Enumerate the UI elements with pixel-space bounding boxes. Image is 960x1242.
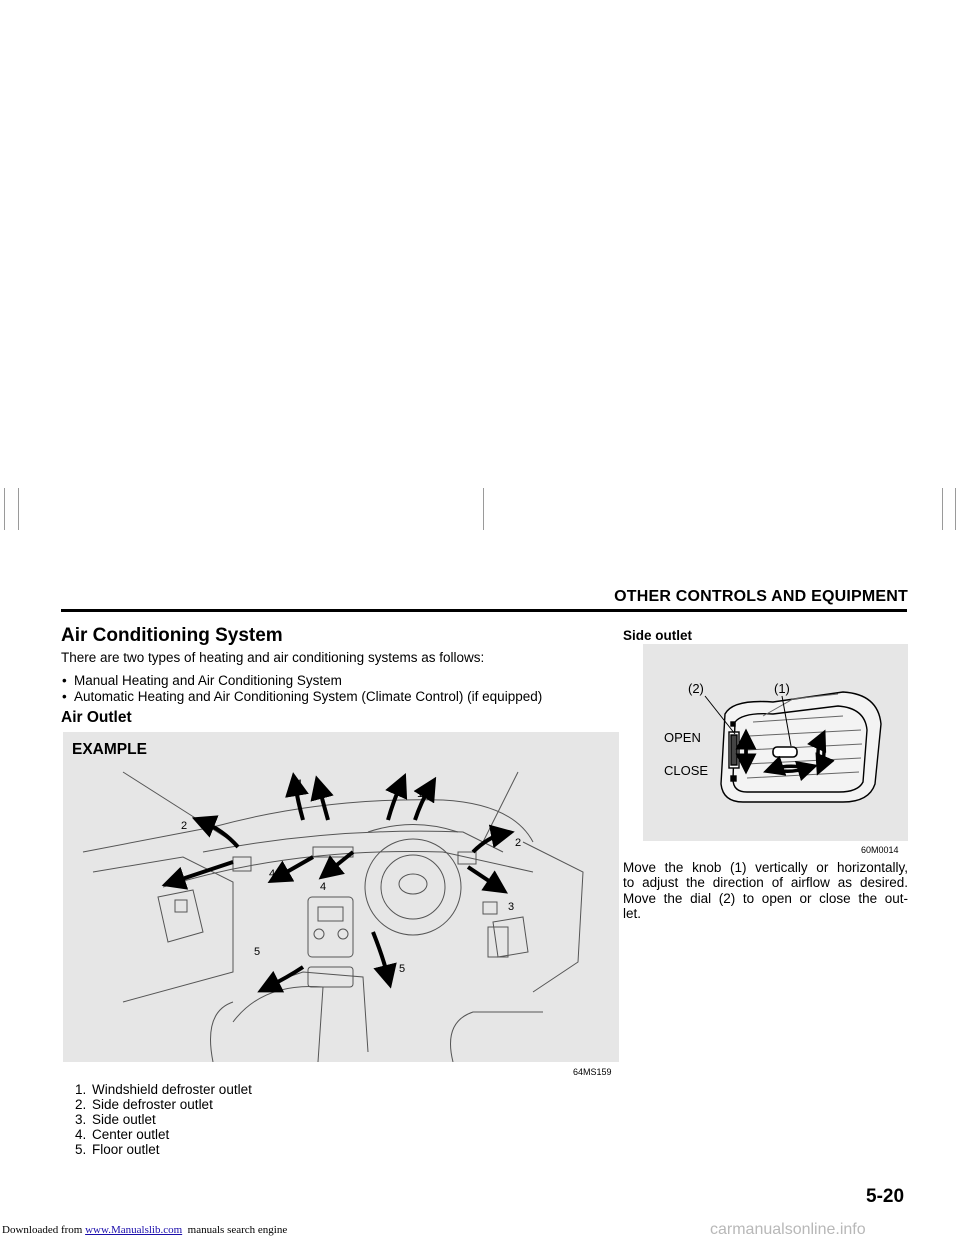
side-outlet-drawing xyxy=(643,644,908,841)
section-title: OTHER CONTROLS AND EQUIPMENT xyxy=(614,588,908,605)
label-open: OPEN xyxy=(664,730,701,745)
label-dial: (2) xyxy=(688,681,704,696)
legend-number: 3. xyxy=(75,1112,87,1127)
legend-number: 1. xyxy=(75,1082,87,1097)
manualslib-link[interactable]: www.Manualslib.com xyxy=(85,1224,183,1236)
list-item: • Manual Heating and Air Conditioning System xyxy=(74,673,542,689)
callout-3b: 3 xyxy=(508,901,515,913)
page-number: 5-20 xyxy=(866,1186,905,1207)
download-suffix: manuals search engine xyxy=(182,1224,288,1236)
figure-code: 60M0014 xyxy=(861,845,899,855)
legend-label: Floor outlet xyxy=(92,1142,160,1157)
list-item xyxy=(75,1112,252,1127)
callout-1b: 1 xyxy=(417,788,424,800)
legend-number: 5. xyxy=(75,1142,87,1157)
download-notice xyxy=(2,1224,287,1236)
legend-label: Center outlet xyxy=(92,1127,170,1142)
legend-label: Side outlet xyxy=(92,1112,156,1127)
crop-mark xyxy=(18,488,19,530)
callout-5a: 5 xyxy=(254,946,261,958)
page-title: Air Conditioning System xyxy=(61,625,283,646)
crop-mark xyxy=(4,488,5,530)
side-outlet-title: Side outlet xyxy=(623,628,693,643)
crop-mark xyxy=(483,488,484,530)
figure-tag: EXAMPLE xyxy=(72,741,147,758)
paragraph-line: Move the dial (2) to open or close the out- xyxy=(623,890,908,906)
side-outlet-description xyxy=(623,860,908,922)
watermark: carmanualsonline.info xyxy=(710,1221,866,1238)
callout-2a: 2 xyxy=(181,820,188,832)
crop-mark xyxy=(942,488,943,530)
figure-code: 64MS159 xyxy=(573,1067,612,1077)
callout-5b: 5 xyxy=(399,963,406,975)
list-item xyxy=(75,1142,252,1157)
paragraph-line: let. xyxy=(623,906,642,922)
legend-label: Side defroster outlet xyxy=(92,1097,213,1112)
air-outlet-illustration xyxy=(63,732,619,1062)
list-item: • Automatic Heating and Air Conditioning System (Climate Control) (if equipped) xyxy=(74,689,542,705)
callout-1a: 1 xyxy=(297,778,304,790)
legend-label: Windshield defroster outlet xyxy=(92,1082,252,1097)
side-outlet-illustration xyxy=(643,644,908,841)
list-item xyxy=(75,1127,252,1142)
subsection-title: Air Outlet xyxy=(61,709,132,726)
paragraph-line: Move the knob (1) vertically or horizontally, xyxy=(623,860,908,875)
legend-number: 2. xyxy=(75,1097,87,1112)
list-item xyxy=(75,1082,252,1097)
label-knob: (1) xyxy=(774,681,790,696)
download-prefix: Downloaded from xyxy=(2,1224,86,1236)
callout-4a: 4 xyxy=(269,868,276,880)
label-close: CLOSE xyxy=(664,763,709,778)
header-rule xyxy=(61,609,907,612)
callout-4b: 4 xyxy=(320,881,327,893)
dashboard-drawing xyxy=(63,732,619,1062)
paragraph-line: to adjust the direction of airflow as desired. xyxy=(623,875,908,891)
legend-list xyxy=(75,1082,252,1157)
intro-text: There are two types of heating and air conditioning systems as follows: xyxy=(61,650,485,665)
callout-2b: 2 xyxy=(515,837,522,849)
systems-list xyxy=(74,673,542,704)
legend-number: 4. xyxy=(75,1127,87,1142)
crop-mark xyxy=(955,488,956,530)
callout-3a: 3 xyxy=(169,877,176,889)
list-item xyxy=(75,1097,252,1112)
